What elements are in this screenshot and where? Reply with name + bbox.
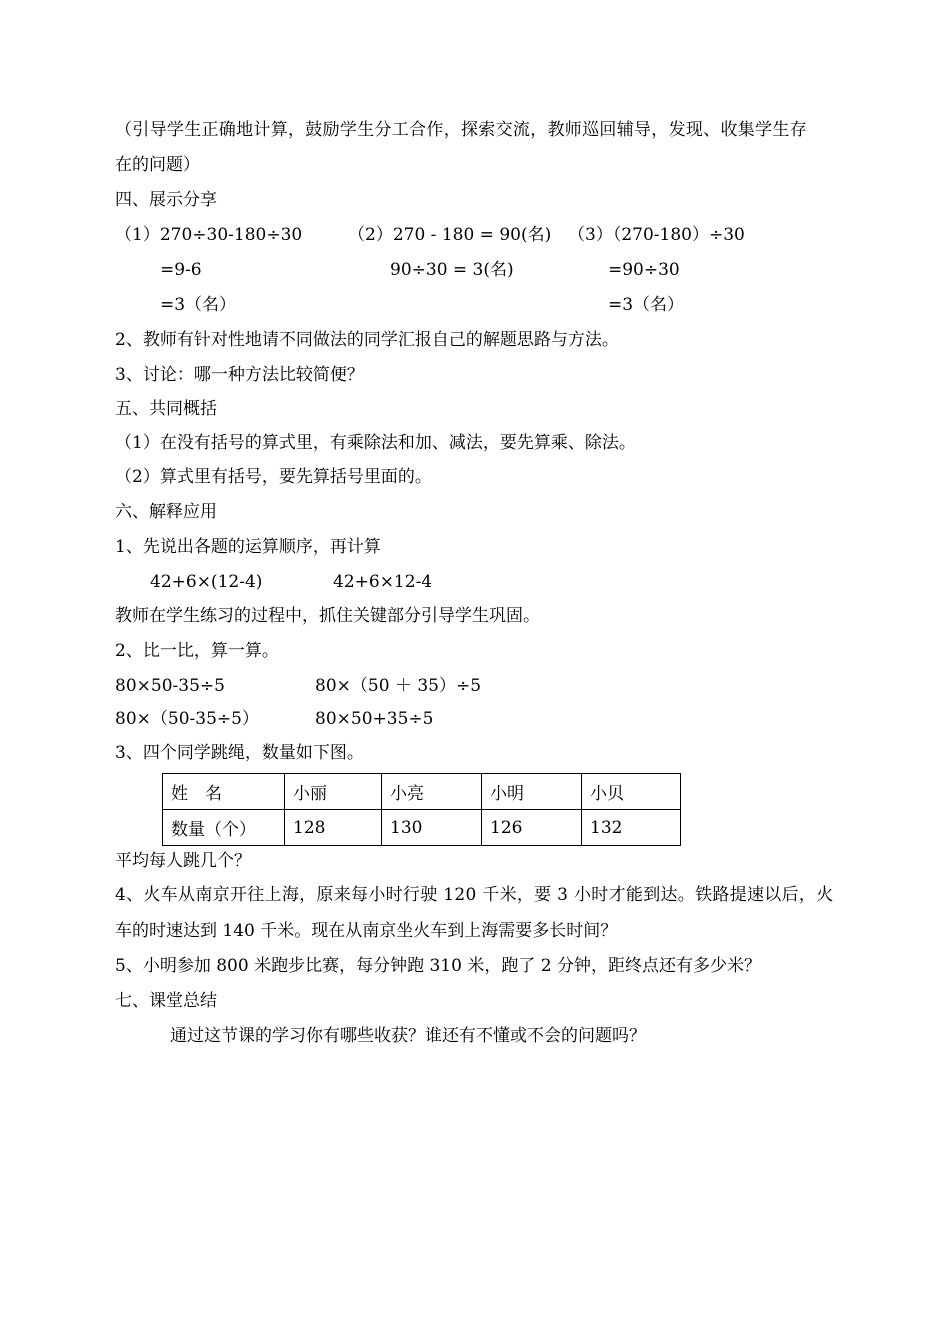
table-cell: 130 [382,810,482,846]
table-row [163,810,681,846]
table-cell: 姓 名 [163,774,285,810]
rule-2: （2）算式里有括号，要先算括号里面的。 [115,467,432,487]
question-1-expression-b: 42+6×12-4 [333,572,433,592]
question-3: 3、四个同学跳绳，数量如下图。 [115,743,364,763]
table-row [163,774,681,810]
section-4-heading: 四、展示分享 [115,190,217,210]
table-cell: 小明 [482,774,582,810]
table-cell: 小贝 [582,774,681,810]
method-1-line-3: =3（名） [160,295,237,315]
question-1: 1、先说出各题的运算顺序，再计算 [115,537,381,557]
question-2-expression-d: 80×50+35÷5 [315,709,434,729]
rule-1: （1）在没有括号的算式里，有乘除法和加、减法，要先算乘、除法。 [115,433,636,453]
section-7-heading: 七、课堂总结 [115,991,217,1011]
question-2: 2、比一比，算一算。 [115,641,279,661]
method-1-line-2: =9-6 [160,260,202,280]
method-1-line-1: （1）270÷30-180÷30 [115,225,303,245]
table-cell: 小亮 [382,774,482,810]
question-3-prompt: 平均每人跳几个？ [115,851,251,871]
question-1-note: 教师在学生练习的过程中，抓住关键部分引导学生巩固。 [115,606,540,626]
method-3-line-3: =3（名） [608,295,685,315]
summary-text: 通过这节课的学习你有哪些收获？谁还有不懂或不会的问题吗？ [170,1026,646,1046]
question-4-line-1: 4、火车从南京开往上海，原来每小时行驶 120 千米，要 3 小时才能到达。铁路提速以后，火 [115,885,834,905]
table-cell: 128 [285,810,382,846]
section-6-heading: 六、解释应用 [115,502,217,522]
table-cell: 126 [482,810,582,846]
question-2-expression-c: 80×（50-35÷5） [115,709,259,729]
method-3-line-2: =90÷30 [608,260,680,280]
section-5-heading: 五、共同概括 [115,399,217,419]
question-2-expression-a: 80×50-35÷5 [115,676,225,696]
method-3-line-1: （3）（270-180）÷30 [568,225,745,245]
table-cell: 小丽 [285,774,382,810]
question-4-line-2: 车的时速达到 140 千米。现在从南京坐火车到上海需要多长时间？ [115,921,618,941]
question-1-expression-a: 42+6×(12-4) [150,572,263,592]
intro-line-1: （引导学生正确地计算，鼓励学生分工合作，探索交流，教师巡回辅导，发现、收集学生存 [115,120,807,140]
question-5: 5、小明参加 800 米跑步比赛，每分钟跑 310 米，跑了 2 分钟，距终点还有多少米？ [115,956,761,976]
intro-line-2: 在的问题） [115,155,200,175]
table-cell: 132 [582,810,681,846]
table-cell: 数量（个） [163,810,285,846]
question-2-expression-b: 80×（50 ＋ 35）÷5 [315,676,482,696]
jump-rope-table [162,773,681,846]
section-4-item-3: 3、讨论：哪一种方法比较简便？ [115,365,364,385]
method-2-line-2: 90÷30 = 3(名) [390,260,514,280]
section-4-item-2: 2、教师有针对性地请不同做法的同学汇报自己的解题思路与方法。 [115,330,619,350]
method-2-line-1: （2）270 - 180 = 90(名) [348,225,552,245]
